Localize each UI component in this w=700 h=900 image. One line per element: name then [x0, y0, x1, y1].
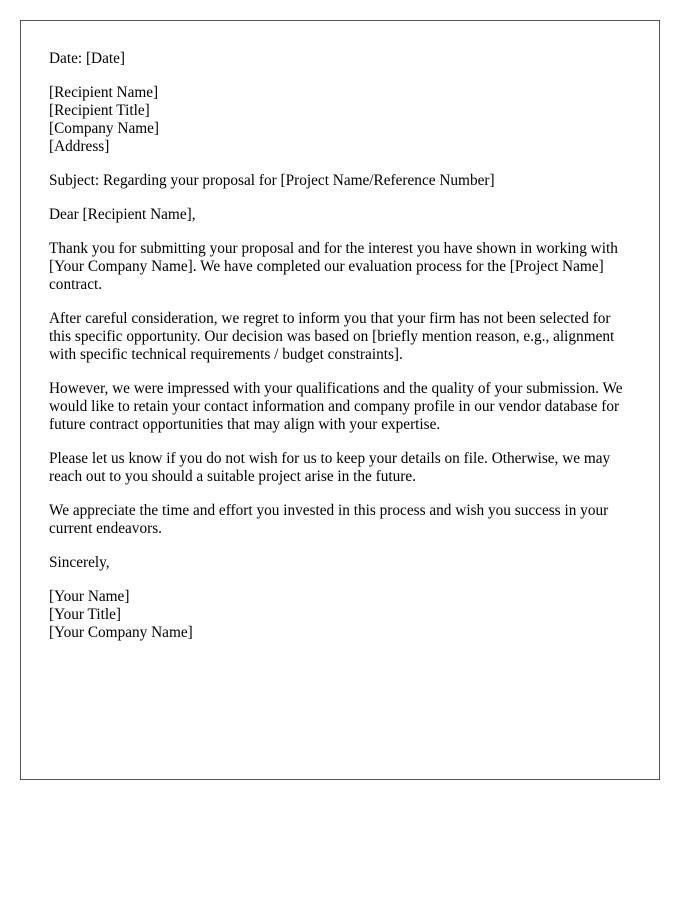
body-paragraph-1: Thank you for submitting your proposal and for the interest you have shown in working with [Your Company Name]. We have completed our evaluation process for the [Project Name] contract.: [49, 240, 618, 293]
recipient-title: [Recipient Title]: [49, 102, 150, 119]
signature-company: [Your Company Name]: [49, 624, 193, 641]
body-paragraph-2: After careful consideration, we regret to inform you that your firm has not been selected for this specific opportunity. Our decision was based on [briefly mention reason, e.g., alignment with specific technical requirements / budget constraints].: [49, 310, 615, 363]
recipient-block: [49, 84, 631, 156]
recipient-company: [Company Name]: [49, 120, 160, 137]
recipient-address: [Address]: [49, 138, 110, 155]
signature-name: [Your Name]: [49, 588, 130, 605]
letter-page: [20, 20, 660, 780]
signature-title: [Your Title]: [49, 606, 121, 623]
signature-block: [49, 588, 631, 642]
body-paragraph-3: However, we were impressed with your qualifications and the quality of your submission. We would like to retain your contact information and company profile in our vendor database for future contract opportunities that may align with your expertise.: [49, 380, 623, 433]
salutation: Dear [Recipient Name],: [49, 206, 196, 223]
date-line: Date: [Date]: [49, 50, 126, 67]
body-paragraph-4: Please let us know if you do not wish for us to keep your details on file. Otherwise, we may reach out to you should a suitable project arise in the future.: [49, 450, 611, 485]
closing: Sincerely,: [49, 554, 110, 571]
subject-line: Subject: Regarding your proposal for [Project Name/Reference Number]: [49, 172, 495, 189]
recipient-name: [Recipient Name]: [49, 84, 159, 101]
body-paragraph-5: We appreciate the time and effort you invested in this process and wish you success in your current endeavors.: [49, 502, 609, 537]
